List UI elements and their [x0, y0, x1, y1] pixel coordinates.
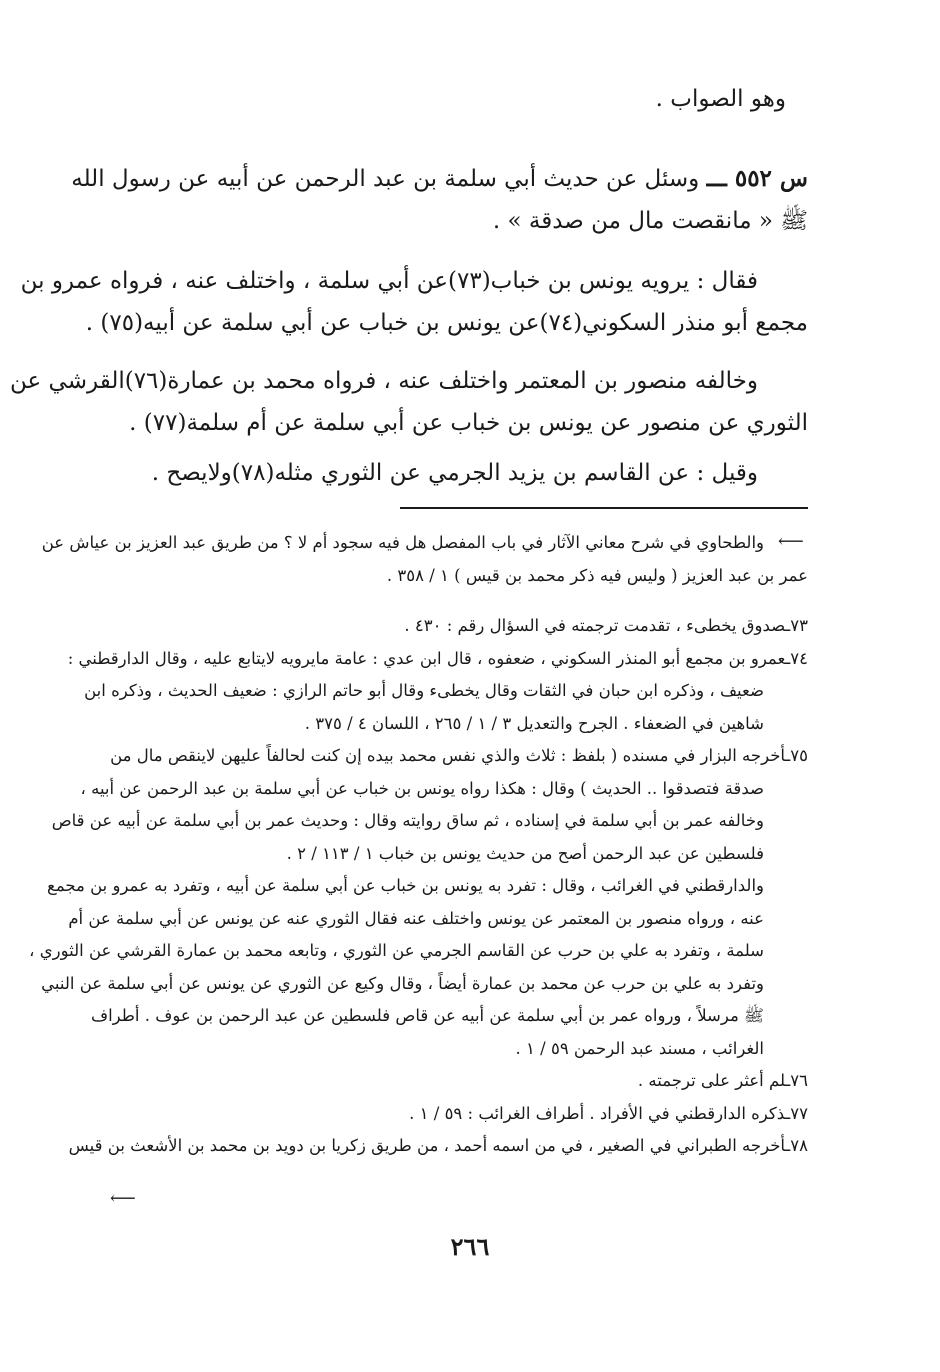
- question-text-1: وسئل عن حديث أبي سلمة بن عبد الرحمن عن أبيه عن رسول الله: [71, 166, 700, 192]
- footnotes: [29, 610, 808, 1163]
- answer-3-line-1: وقيل : عن القاسم بن يزيد الجرمي عن الثوري مثله(٧٨)ولايصح .: [151, 460, 758, 486]
- footnote-75-line-1: ٧٥ـأخرجه البزار في مسنده ( بلفظ : ثلاث والذي نفس محمد بيده إن كنت لحالفاً عليهن لاينقص مال من: [110, 746, 808, 765]
- question-line-1: [71, 158, 808, 200]
- footnote-divider: [400, 507, 808, 509]
- answer-2-line-2: الثوري عن منصور عن يونس بن خباب عن أبي سلمة عن أم سلمة(٧٧) .: [129, 410, 808, 436]
- footnote-77: ٧٧ـذكره الدارقطني في الأفراد . أطراف الغرائب : ٥٩ / ١ .: [409, 1103, 808, 1123]
- answer-paragraph-1: [20, 260, 808, 344]
- footnote-74-line-3: شاهين في الضعفاء . الجرح والتعديل ٣ / ١ / ٢٦٥ ، اللسان ٤ / ٣٧٥ .: [304, 713, 764, 733]
- page-number: ٢٦٦: [450, 1232, 490, 1261]
- footnote-75-line-4: فلسطين عن عبد الرحمن أصح من حديث يونس بن خباب ١ / ١١٣ / ٢ .: [286, 843, 764, 863]
- footnote-cont-line-1: والطحاوي في شرح معاني الآثار في باب المفصل هل فيه سجود أم لا ؟ من طريق عبد العزيز بن عياش عن: [41, 533, 764, 552]
- footnote-75-line-6: عنه ، ورواه منصور بن المعتمر عن يونس واختلف عنه فقال الثوري عنه عن يونس عن أبي سلمة عن أم: [68, 908, 764, 928]
- answer-1-line-1: فقال : يرويه يونس بن خباب(٧٣)عن أبي سلمة ، واختلف عنه ، فرواه عمرو بن: [20, 268, 758, 294]
- question-line-2: ﷺ « مانقصت مال من صدقة » .: [492, 208, 808, 234]
- main-text: [108, 78, 808, 120]
- footnote-74-line-2: ضعيف ، وذكره ابن حبان في الثقات وقال يخطىء وقال أبو حاتم الرازي : ضعيف الحديث ، وذكره ابن: [84, 681, 764, 700]
- answer-1-line-2: مجمع أبو منذر السكوني(٧٤)عن يونس بن خباب عن أبي سلمة عن أبيه(٧٥) .: [85, 310, 808, 336]
- footnote-78: ٧٨ـأخرجه الطبراني في الصغير ، في من اسمه أحمد ، من طريق زكريا بن دويد بن محمد بن الأشعث بن قيس: [68, 1136, 808, 1155]
- footnote-75-line-8: وتفرد به علي بن حرب عن محمد بن عمارة أيضاً ، وقال وكيع عن الثوري عن يونس عن أبي سلمة عن النبي: [41, 973, 764, 993]
- answer-paragraph-2: [10, 360, 808, 444]
- footnote-73: ٧٣ـصدوق يخطىء ، تقدمت ترجمته في السؤال رقم : ٤٣٠ .: [404, 616, 808, 635]
- question-block: [71, 158, 808, 242]
- footnote-74-line-1: ٧٤ـعمرو بن مجمع أبو المنذر السكوني ، ضعفوه ، قال ابن عدي : عامة مايرويه لايتابع عليه ، وقال الدارقطني :: [67, 648, 808, 668]
- continues-to-arrow-icon: ⟵: [110, 1188, 136, 1209]
- footnote-cont-line-2: عمر بن عبد العزيز ( وليس فيه ذكر محمد بن قيس ) ١ / ٣٥٨ .: [386, 565, 808, 585]
- answer-paragraph-3: [108, 452, 808, 494]
- footnote-75-line-2: صدقة فتصدقوا .. الحديث ) وقال : هكذا رواه يونس بن خباب عن أبي سلمة بن عبد الرحمن عن أبيه ،: [80, 778, 764, 798]
- footnote-76: ٧٦ـلم أعثر على ترجمته .: [637, 1071, 808, 1090]
- footnote-75-line-3: وخالفه عمر بن أبي سلمة في إسناده ، ثم ساق روايته وقال : وحديث عمر بن أبي سلمة عن أبيه عن قاص: [51, 811, 764, 830]
- question-number: س ٥٥٢ ـــ: [706, 165, 808, 192]
- footnote-continuation: [41, 527, 808, 592]
- footnote-75-line-5: والدارقطني في الغرائب ، وقال : تفرد به يونس بن خباب عن أبي سلمة عن أبيه ، وتفرد به عمرو بن مجمع: [47, 876, 764, 895]
- footnote-75-line-7: سلمة ، وتفرد به علي بن حرب عن القاسم الجرمي عن الثوري ، وتابعه محمد بن عمارة القرشي عن الثوري ،: [29, 941, 764, 960]
- continued-from-arrow-icon: ⟵: [778, 531, 804, 552]
- footnote-75-line-10: الغرائب ، مسند عبد الرحمن ٥٩ / ١ .: [515, 1038, 764, 1058]
- footnote-75-line-9: ﷺ مرسلاً ، ورواه عمر بن أبي سلمة عن أبيه عن قاص فلسطين عن عبد الرحمن بن عوف . أطراف: [90, 1006, 764, 1025]
- previous-answer-end: وهو الصواب .: [655, 86, 786, 112]
- answer-2-line-1: وخالفه منصور بن المعتمر واختلف عنه ، فرواه محمد بن عمارة(٧٦)القرشي عن: [10, 368, 758, 394]
